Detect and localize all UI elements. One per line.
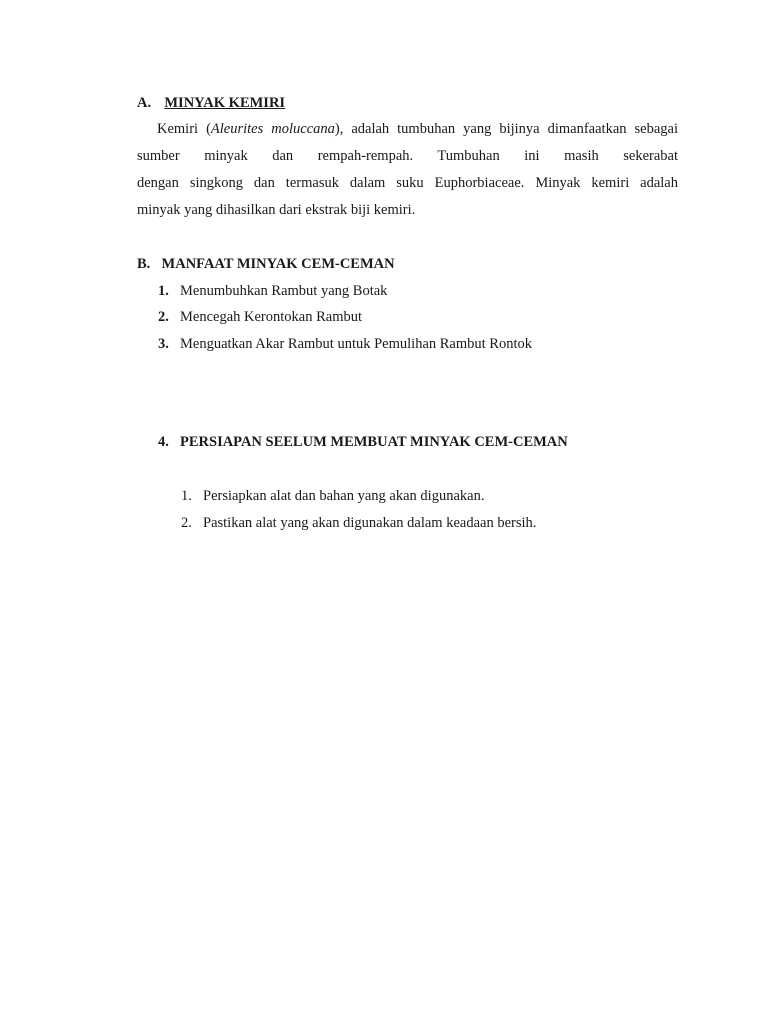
list-item-number: 3. <box>158 336 169 352</box>
list-item-number: 2. <box>181 515 192 531</box>
paragraph-line-1-post: ), adalah tumbuhan yang bijinya dimanfaatkan sebagai <box>334 121 678 137</box>
list-item-text: Persiapkan alat dan bahan yang akan digunakan. <box>203 488 485 504</box>
section-4-heading <box>158 434 568 451</box>
list-item <box>158 336 532 353</box>
list-item-number: 2. <box>158 309 169 325</box>
section-4-number: 4. <box>158 434 169 450</box>
paragraph-line-1-pre: Kemiri ( <box>157 121 211 137</box>
section-b-letter: B. <box>137 256 151 272</box>
section-a-title: MINYAK KEMIRI <box>164 95 286 111</box>
list-item <box>158 283 387 300</box>
section-a-heading <box>137 95 285 112</box>
paragraph-line-1 <box>157 122 678 137</box>
paragraph-line-4: minyak yang dihasilkan dari ekstrak biji kemiri. <box>137 202 416 218</box>
list-item-text: Menguatkan Akar Rambut untuk Pemulihan Rambut Rontok <box>180 336 532 352</box>
species-name: Aleurites moluccana <box>210 121 335 137</box>
list-item-number: 1. <box>158 283 169 299</box>
list-item <box>181 488 484 505</box>
section-4-title: PERSIAPAN SEELUM MEMBUAT MINYAK CEM-CEMAN <box>180 434 568 450</box>
list-item <box>181 515 536 532</box>
list-item-text: Pastikan alat yang akan digunakan dalam keadaan bersih. <box>203 515 537 531</box>
list-item <box>158 309 362 326</box>
list-item-number: 1. <box>181 488 192 504</box>
section-a-letter: A. <box>137 95 152 111</box>
paragraph-line-2: sumber minyak dan rempah-rempah. Tumbuhan ini masih sekerabat <box>137 148 678 164</box>
section-b-heading <box>137 256 395 273</box>
section-b-title: MANFAAT MINYAK CEM-CEMAN <box>161 256 395 272</box>
list-item-text: Mencegah Kerontokan Rambut <box>180 309 363 325</box>
paragraph-line-3: dengan singkong dan termasuk dalam suku Euphorbiaceae. Minyak kemiri adalah <box>137 175 678 191</box>
list-item-text: Menumbuhkan Rambut yang Botak <box>180 283 388 299</box>
